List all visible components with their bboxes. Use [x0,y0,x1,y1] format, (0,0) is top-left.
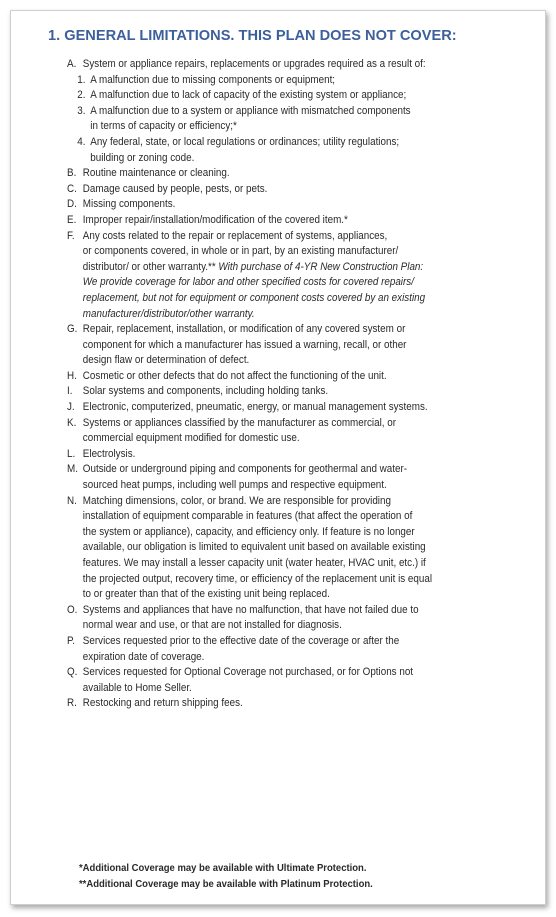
list-item-i [67,384,458,400]
item-marker: R. [67,697,77,710]
item-marker: A. [67,58,77,70]
item-marker: H. [67,369,77,382]
item-marker: C. [67,182,77,195]
item-text: Matching dimensions, color, or brand. We are responsible for providing installation of equipment comparable in features (that affect the operation of the system or appliance), capacity, and efficiency only. If feature is no longer available, our obligation is limited to equivalent unit based on available existing features. We may install a lesser capacity unit (water heater, HVAC unit, etc.) if the projected output, recovery time, or efficiency of the replacement unit is equal to or greater than that of the existing unit being replaced. [82,494,433,601]
item-marker: J. [67,401,75,414]
list-item-p [67,634,458,665]
list-item-o [67,603,458,634]
item-text: Routine maintenance or cleaning. [82,167,230,180]
list-item-r [67,696,458,712]
list-item-h [67,369,458,385]
sublist-item-3 [67,104,458,135]
list-item-e [67,213,458,229]
subitem-text: A malfunction due to lack of capacity of the existing system or appliance; [90,89,407,102]
subitem-marker: 2. [77,89,86,102]
item-marker: E. [67,213,77,226]
item-italic-note: With purchase of 4-YR New Construction Plan: We provide coverage for labor and other specified costs for covered repairs/ replacement, but not for equipment or component costs covered by an existing manufacturer/distributor/other warranty. [82,260,426,320]
item-text: Repair, replacement, installation, or modification of any covered system or component for which a manufacturer has issued a warning, recall, or other design flaw or determination of defect. [82,323,407,367]
item-marker: Q. [67,666,78,679]
item-marker: D. [67,198,77,211]
sublist-item-2 [67,88,458,104]
subitem-text: Any federal, state, or local regulations or ordinances; utility regulations; building or zoning code. [90,135,400,164]
document-card [10,10,546,905]
item-marker: P. [67,634,76,647]
subitem-marker: 1. [77,73,86,86]
list-item-c [67,182,458,198]
item-text: Systems or appliances classified by the manufacturer as commercial, or commercial equipment modified for domestic use. [82,416,397,445]
sublist-item-1 [67,73,458,89]
list-item-q [67,665,458,696]
list-item-m [67,462,458,493]
list-item-f [67,229,458,323]
list-item-l [67,447,458,463]
list-item-a [67,57,458,73]
footnote-ultimate: *Additional Coverage may be available with Ultimate Protection. [79,863,367,874]
item-text: Restocking and return shipping fees. [82,697,243,710]
item-marker: N. [67,494,77,507]
item-marker: L. [67,447,76,460]
item-marker: I. [67,385,73,398]
list-item-g [67,322,458,369]
item-text: Systems and appliances that have no malfunction, that have not failed due to normal wear and use, or that are not installed for diagnosis. [82,603,419,632]
item-marker: B. [67,167,77,180]
item-text: Solar systems and components, including holding tanks. [82,385,329,398]
item-text: Damage caused by people, pests, or pets. [82,182,268,195]
item-text: Any costs related to the repair or replacement of systems, appliances, or components covered, in whole or in part, by an existing manufacturer/ distributor/ or other warranty.** [82,229,399,273]
list-item-n [67,494,458,603]
list-item-k [67,416,458,447]
item-text: Missing components. [82,198,176,211]
list-item-b [67,166,458,182]
item-marker: G. [67,323,78,336]
sublist-item-4 [67,135,458,166]
item-text: System or appliance repairs, replacements or upgrades required as a result of: [82,58,426,70]
item-text: Electrolysis. [82,447,136,460]
item-marker: K. [67,416,77,429]
item-text: Electronic, computerized, pneumatic, energy, or manual management systems. [82,401,428,414]
limitations-list [67,57,458,712]
list-item-j [67,400,458,416]
item-marker: F. [67,229,75,242]
item-marker: M. [67,463,78,476]
item-text: Improper repair/installation/modification of the covered item.* [82,213,348,226]
footnote-platinum: **Additional Coverage may be available with Platinum Protection. [79,878,373,890]
item-text: Cosmetic or other defects that do not affect the functioning of the unit. [82,369,387,382]
item-marker: O. [67,603,78,616]
item-text: Services requested prior to the effective date of the coverage or after the expiration date of coverage. [82,634,400,663]
subitem-marker: 3. [77,104,86,117]
subitem-marker: 4. [77,135,86,148]
subitem-text: A malfunction due to missing components or equipment; [90,73,336,86]
list-item-d [67,197,458,213]
item-text: Outside or underground piping and components for geothermal and water- sourced heat pumps, including well pumps and respective equipment. [82,463,408,492]
subitem-text: A malfunction due to a system or appliance with mismatched components in terms of capacity or efficiency;* [90,104,411,133]
item-text: Services requested for Optional Coverage not purchased, or for Options not available to Home Seller. [82,666,414,694]
footnotes [79,861,373,892]
section-heading: 1. GENERAL LIMITATIONS. THIS PLAN DOES NOT COVER: [48,28,457,44]
